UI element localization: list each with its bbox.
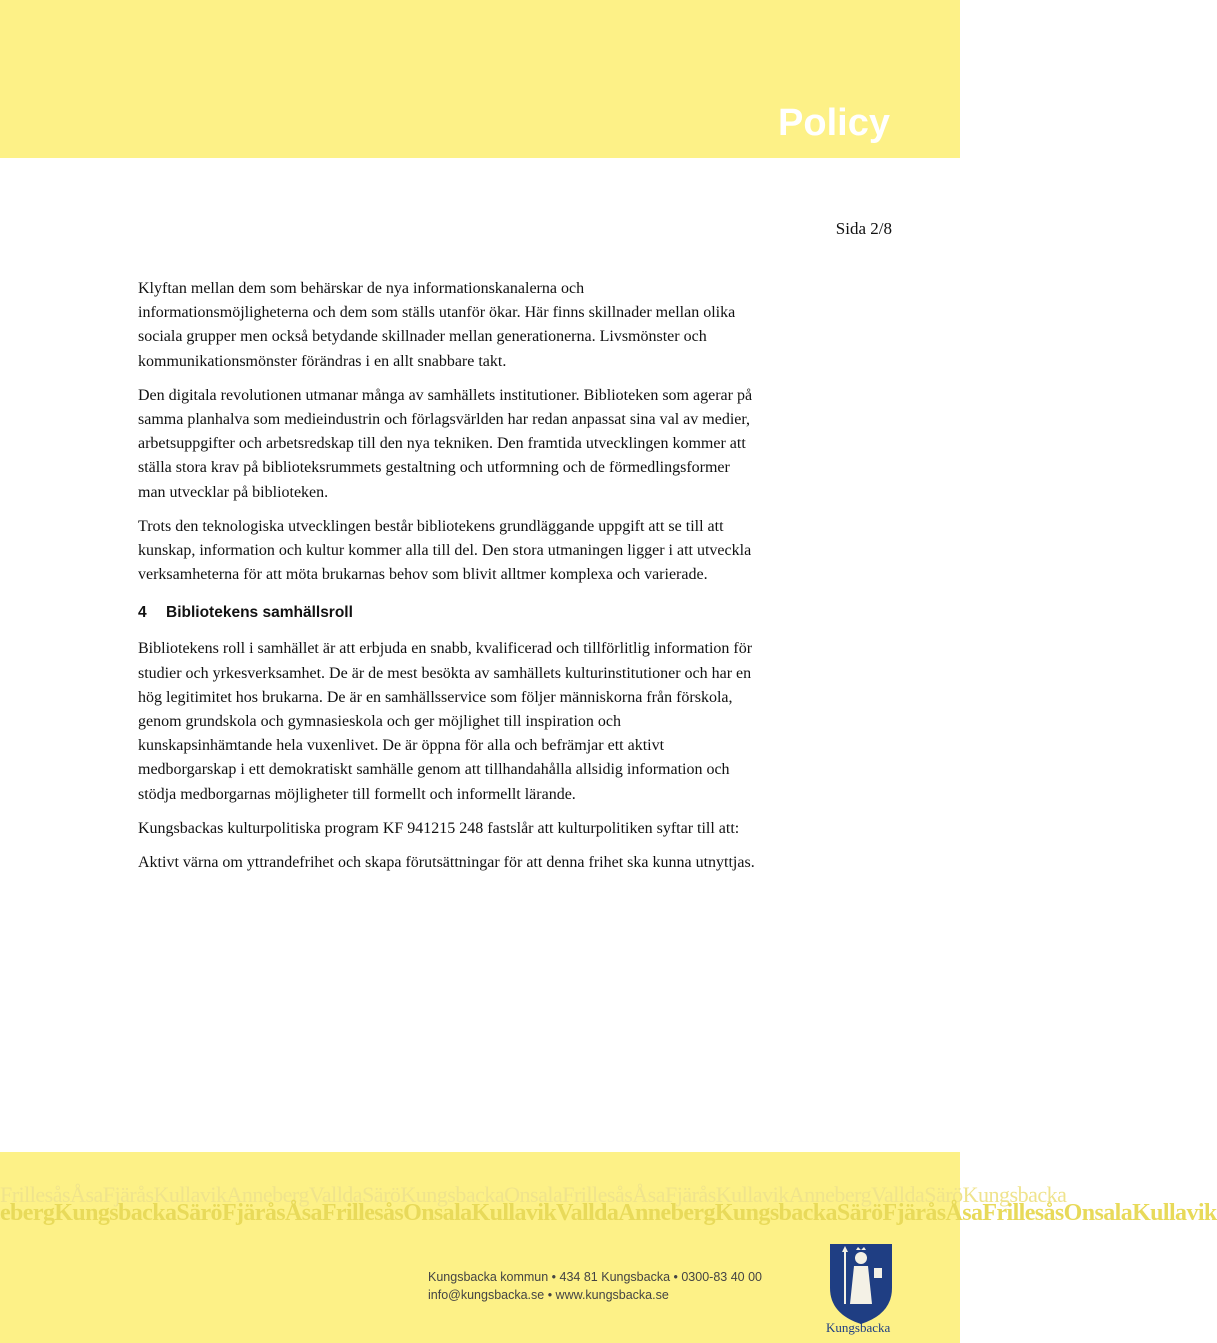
page-header: [0, 0, 960, 158]
document-body: [138, 277, 758, 885]
page-number: Sida 2/8: [835, 219, 892, 238]
section-title: Bibliotekens samhällsroll: [166, 604, 353, 622]
contact-web: info@kungsbacka.se • www.kungsbacka.se: [428, 1288, 669, 1302]
kungsbacka-coat-of-arms-icon: [826, 1238, 896, 1326]
body-paragraph: Bibliotekens roll i samhället är att erbjuda en snabb, kvalificerad och tillförlitlig information för studier och yrkesverksamhet. De är de mest besökta av samhällets kulturinstitutioner och har en hög legitimitet hos brukarna. De är en samhällsservice som följer människorna från förskola, genom grundskola och gymnasieskola och ger möjlighet till inspiration och kunskapsinhämtande hela vuxenlivet. De är öppna för alla och befrämjar ett aktivt medborgarskap i ett demokratiskt samhälle genom att tillhandahålla allsidig information och stödja medborgarnas möjligheter till formellt och informellt lärande.: [138, 640, 753, 803]
body-paragraph: Den digitala revolutionen utmanar många av samhällets institutioner. Biblioteken som agerar på samma planhalva som medieindustrin och förlagsvärlden har redan anpassat sina val av medier, arbetsuppgifter och arbetsredskap till den nya tekniken. Den framtida utvecklingen kommer att ställa stora krav på biblioteksrummets gestaltning och utformning och de förmedlingsformer man utvecklar på biblioteken.: [138, 386, 753, 501]
header-title: Policy: [778, 102, 890, 144]
section-number: 4: [138, 604, 147, 622]
contact-address: Kungsbacka kommun • 434 81 Kungsbacka • 0300-83 40 00: [428, 1270, 762, 1284]
body-paragraph: Klyftan mellan dem som behärskar de nya informationskanalerna och informationsmöjligheterna och dem som ställs utanför ökar. Här finns skillnader mellan olika sociala grupper men också betydande skillnader mellan generationerna. Livsmönster och kommunikationsmönster förändras i en allt snabbare takt.: [138, 280, 736, 370]
page-footer: [0, 1152, 1217, 1343]
section-heading: [138, 601, 758, 625]
body-paragraph: Aktivt värna om yttrandefrihet och skapa förutsättningar för att denna frihet ska kunna utnyttjas.: [138, 854, 755, 872]
place-names-band-front: ebergKungsbackaSäröFjäråsÅsaFrillesåsOnsalaKullavikValldaAnnebergKungsbackaSäröFjäråsÅsaFrillesåsOnsalaKullavik: [0, 1200, 1217, 1226]
body-paragraph: Kungsbackas kulturpolitiska program KF 941215 248 fastslår att kulturpolitiken syftar till att:: [138, 819, 740, 837]
body-paragraph: Trots den teknologiska utvecklingen består bibliotekens grundläggande uppgift att se till att kunskap, information och kultur kommer alla till del. Den stora utmaningen ligger i att utveckla verksamheterna för att möta brukarnas behov som blivit alltmer komplexa och varierade.: [138, 517, 752, 584]
logo-label: Kungsbacka: [826, 1320, 891, 1335]
place-names-band-back: FrillesåsÅsaFjäråsKullavikAnnebergValldaSäröKungsbackaOnsalaFrillesåsÅsaFjäråsKullavikAnnebergValldaSäröKungsbacka: [0, 1182, 1067, 1207]
